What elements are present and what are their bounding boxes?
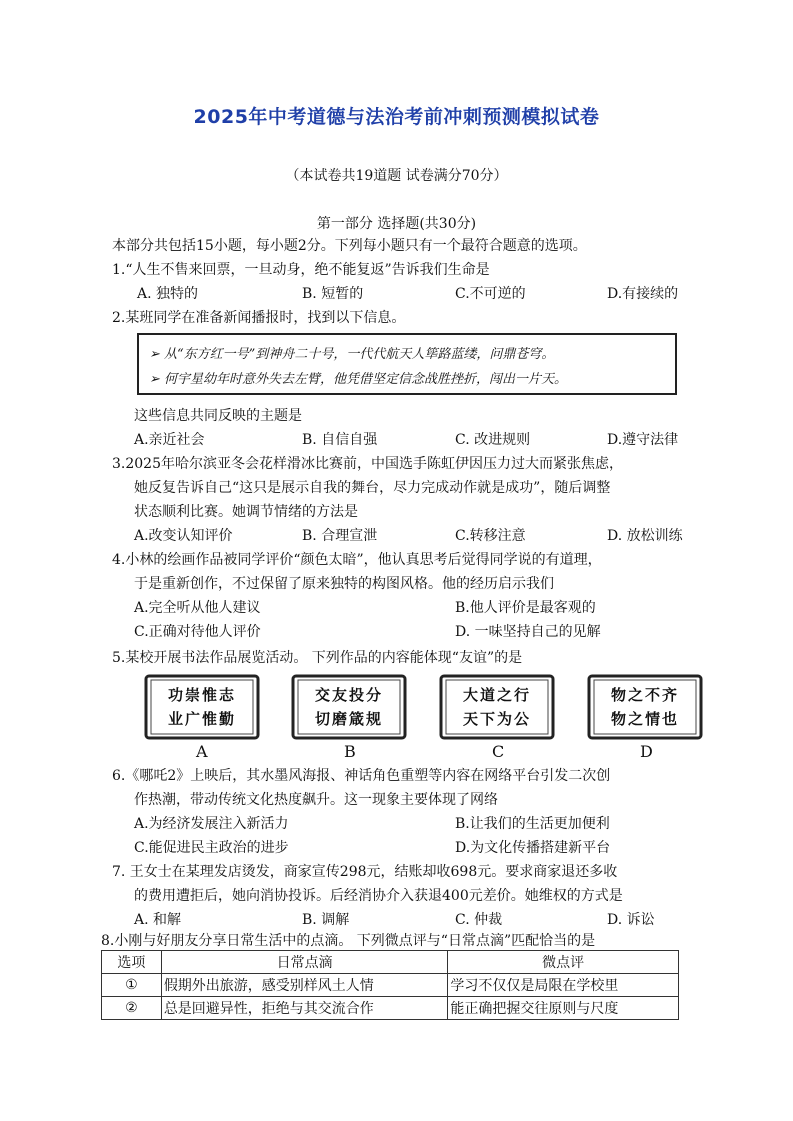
scroll-c-line-1: 大道之行 (462, 686, 531, 704)
comment-match-table (101, 950, 679, 1020)
quote-line-1: ➢ 从“东方红一号”到神舟二十号，一代代航天人筚路蓝缕，问鼎苍穹。 (149, 347, 555, 362)
q1-option-c[interactable]: C.不可逆的 (455, 286, 526, 302)
table-cell-comment: 能正确把握交往原则与尺度 (448, 997, 679, 1020)
question-8-stem: 8.小刚与好朋友分享日常生活中的点滴。 下列微点评与“日常点滴”匹配恰当的是 (101, 933, 596, 949)
q6-option-c[interactable]: C.能促进民主政治的进步 (134, 840, 289, 856)
question-3-stem-line-2: 她反复告诉自己“这只是展示自我的舞台，尽力完成动作就是成功”，随后调整 (134, 480, 611, 496)
q6-option-a[interactable]: A.为经济发展注入新活力 (134, 816, 289, 832)
table-cell-comment: 学习不仅仅是局限在学校里 (448, 974, 679, 997)
q6-option-d[interactable]: D.为文化传播搭建新平台 (455, 840, 611, 856)
question-3-stem-line-1: 3.2025年哈尔滨亚冬会花样滑冰比赛前，中国选手陈虹伊因压力过大而紧张焦虑， (112, 456, 623, 472)
q2-option-c[interactable]: C. 改进规则 (455, 432, 531, 448)
calligraphy-scroll-d[interactable] (586, 674, 704, 740)
scroll-c-line-2: 天下为公 (462, 710, 531, 728)
q2-option-b[interactable]: B. 自信自强 (302, 432, 378, 448)
q4-option-d[interactable]: D. 一味坚持自己的见解 (455, 624, 601, 640)
q1-option-a[interactable]: A. 独特的 (137, 286, 199, 302)
question-2-stem: 2.某班同学在准备新闻播报时，找到以下信息。 (112, 310, 406, 326)
question-4-stem-line-1: 4.小林的绘画作品被同学评价“颜色太暗”，他认真思考后觉得同学说的有道理， (112, 552, 602, 568)
scroll-label-a: A (196, 742, 208, 761)
calligraphy-scroll-b[interactable] (290, 674, 408, 740)
q2-option-a[interactable]: A.亲近社会 (134, 432, 205, 448)
scroll-a-line-2: 业广惟勤 (167, 710, 236, 728)
question-7-stem-line-2: 的费用遭拒后，她向消协投诉。后经消协介入获退400元差价。她维权的方式是 (134, 888, 623, 904)
q1-option-b[interactable]: B. 短暂的 (302, 286, 364, 302)
scroll-label-b: B (344, 742, 356, 761)
question-7-stem-line-1: 7. 王女士在某理发店烫发，商家宣传298元，结账却收698元。要求商家退还多收 (112, 864, 618, 880)
question-3-stem-line-3: 状态顺利比赛。她调节情绪的方法是 (134, 504, 358, 520)
q4-option-c[interactable]: C.正确对待他人评价 (134, 624, 261, 640)
q3-option-a[interactable]: A.改变认知评价 (134, 528, 233, 544)
scroll-b-line-1: 交友投分 (314, 686, 383, 704)
question-5-stem: 5.某校开展书法作品展览活动。 下列作品的内容能体现“友谊”的是 (112, 650, 523, 666)
q4-option-b[interactable]: B.他人评价是最客观的 (455, 600, 596, 616)
page-title: 2025年中考道德与法治考前冲刺预测模拟试卷 (193, 106, 600, 128)
q6-option-b[interactable]: B.让我们的生活更加便利 (455, 816, 610, 832)
scroll-d-line-1: 物之不齐 (610, 686, 679, 704)
q7-option-c[interactable]: C. 仲裁 (455, 912, 503, 928)
part-heading: 第一部分 选择题(共30分) (316, 216, 477, 232)
table-cell-daily: 假期外出旅游，感受别样风土人情 (161, 974, 448, 997)
table-header-comment: 微点评 (448, 951, 679, 974)
question-1-stem: 1.“人生不售来回票，一旦动身，绝不能复返”告诉我们生命是 (112, 262, 490, 278)
table-cell-option: ② (102, 997, 162, 1020)
instructions: 本部分共包括15小题，每小题2分。下列每小题只有一个最符合题意的选项。 (112, 238, 587, 254)
q3-option-d[interactable]: D. 放松训练 (607, 528, 683, 544)
scroll-label-d: D (640, 742, 653, 761)
table-row (102, 974, 679, 997)
q7-option-b[interactable]: B. 调解 (302, 912, 350, 928)
question-2-followup: 这些信息共同反映的主题是 (134, 408, 302, 424)
news-quote-box (137, 333, 677, 395)
scroll-label-c: C (492, 742, 505, 761)
quote-line-2: ➢ 何宇星幼年时意外失去左臂，他凭借坚定信念战胜挫折，闯出一片天。 (149, 372, 568, 387)
scroll-b-line-2: 切磨箴规 (314, 710, 383, 728)
q7-option-d[interactable]: D. 诉讼 (607, 912, 655, 928)
table-row (102, 997, 679, 1020)
q3-option-c[interactable]: C.转移注意 (455, 528, 526, 544)
page-subtitle: （本试卷共19道题 试卷满分70分） (285, 168, 508, 184)
q7-option-a[interactable]: A. 和解 (134, 912, 182, 928)
table-header-daily: 日常点滴 (161, 951, 448, 974)
q4-option-a[interactable]: A.完全听从他人建议 (134, 600, 261, 616)
q1-option-d[interactable]: D.有接续的 (607, 286, 679, 302)
q2-option-d[interactable]: D.遵守法律 (607, 432, 679, 448)
table-cell-option: ① (102, 974, 162, 997)
q3-option-b[interactable]: B. 合理宣泄 (302, 528, 378, 544)
table-header-option: 选项 (102, 951, 162, 974)
scroll-d-line-2: 物之情也 (610, 710, 679, 728)
question-4-stem-line-2: 于是重新创作，不过保留了原来独特的构图风格。他的经历启示我们 (134, 576, 554, 592)
question-6-stem-line-1: 6.《哪吒2》上映后，其水墨风海报、神话角色重塑等内容在网络平台引发二次创 (112, 768, 611, 784)
scroll-a-line-1: 功崇惟志 (167, 686, 236, 704)
table-header-row (102, 951, 679, 974)
calligraphy-scroll-c[interactable] (438, 674, 556, 740)
calligraphy-scroll-a[interactable] (143, 674, 261, 740)
table-cell-daily: 总是回避异性，拒绝与其交流合作 (161, 997, 448, 1020)
question-6-stem-line-2: 作热潮，带动传统文化热度飙升。这一现象主要体现了网络 (134, 792, 498, 808)
